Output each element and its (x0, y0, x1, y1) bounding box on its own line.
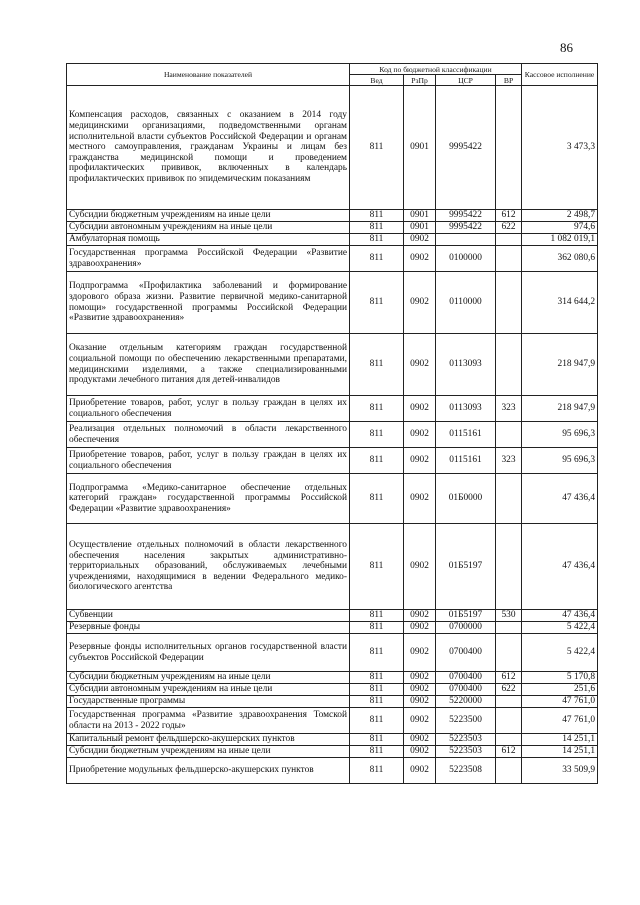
table-row (67, 422, 598, 448)
cell-csr: 5223500 (436, 708, 496, 734)
cell-vr: 612 (496, 210, 522, 222)
cell-csr: 01Б5197 (436, 524, 496, 610)
cell-vr (496, 234, 522, 246)
cell-ved: 811 (350, 610, 404, 622)
cell-vr (496, 622, 522, 634)
cell-name: Субсидии бюджетным учреждениям на иные цели (67, 210, 350, 222)
cell-vr: 612 (496, 672, 522, 684)
budget-execution-table (66, 63, 598, 784)
cell-vr (496, 524, 522, 610)
cell-rzpr: 0901 (404, 210, 436, 222)
cell-vr: 612 (496, 746, 522, 758)
table-row (67, 758, 598, 784)
table-row (67, 622, 598, 634)
cell-vr (496, 474, 522, 524)
header-name: Наименование показателей (67, 64, 350, 86)
cell-ved: 811 (350, 334, 404, 396)
cell-rzpr: 0901 (404, 222, 436, 234)
cell-name: Резервные фонды исполнительных органов государственной власти субъектов Российской Федерации (67, 634, 350, 672)
header-csr: ЦСР (436, 75, 496, 86)
cell-vr (496, 708, 522, 734)
cell-ved: 811 (350, 696, 404, 708)
cell-ved: 811 (350, 684, 404, 696)
cell-ved: 811 (350, 448, 404, 474)
cell-rzpr: 0901 (404, 86, 436, 210)
page-number: 86 (560, 40, 573, 55)
cell-rzpr: 0902 (404, 610, 436, 622)
table-row (67, 222, 598, 234)
cell-csr: 01Б0000 (436, 474, 496, 524)
cell-sum: 14 251,1 (522, 734, 598, 746)
cell-ved: 811 (350, 246, 404, 272)
cell-vr: 323 (496, 396, 522, 422)
cell-csr: 9995422 (436, 222, 496, 234)
cell-ved: 811 (350, 396, 404, 422)
cell-sum: 47 436,4 (522, 474, 598, 524)
cell-sum: 1 082 019,1 (522, 234, 598, 246)
table-row (67, 734, 598, 746)
table-row (67, 396, 598, 422)
cell-rzpr: 0902 (404, 734, 436, 746)
cell-rzpr: 0902 (404, 524, 436, 610)
cell-rzpr: 0902 (404, 684, 436, 696)
cell-name: Осуществление отдельных полномочий в области лекарственного обеспечения населения закрытых административно-территориальных образований, обслуживаемых лечебными учреждениями, находящимися в ведении Федерального медико-биологического агентства (67, 524, 350, 610)
cell-sum: 3 473,3 (522, 86, 598, 210)
cell-name: Субсидии бюджетным учреждениям на иные цели (67, 672, 350, 684)
table-body (67, 86, 598, 784)
header-sum: Кассовое исполнение (522, 64, 598, 86)
cell-ved: 811 (350, 474, 404, 524)
cell-rzpr: 0902 (404, 246, 436, 272)
cell-csr: 0115161 (436, 448, 496, 474)
cell-rzpr: 0902 (404, 634, 436, 672)
table-row (67, 474, 598, 524)
cell-csr: 0700400 (436, 634, 496, 672)
cell-ved: 811 (350, 234, 404, 246)
cell-ved: 811 (350, 524, 404, 610)
cell-ved: 811 (350, 622, 404, 634)
cell-rzpr: 0902 (404, 474, 436, 524)
cell-sum: 95 696,3 (522, 448, 598, 474)
cell-ved: 811 (350, 708, 404, 734)
cell-rzpr: 0902 (404, 708, 436, 734)
cell-name: Подпрограмма «Профилактика заболеваний и формирование здорового образа жизни. Развитие первичной медико-санитарной помощи» государственной программы Российской Федерации «Развитие здравоохранения» (67, 272, 350, 334)
table-row (67, 634, 598, 672)
cell-sum: 314 644,2 (522, 272, 598, 334)
cell-name: Государственные программы (67, 696, 350, 708)
table-row (67, 210, 598, 222)
table-row (67, 672, 598, 684)
cell-csr (436, 234, 496, 246)
table-header (67, 64, 598, 86)
cell-csr: 5223503 (436, 746, 496, 758)
cell-sum: 362 080,6 (522, 246, 598, 272)
table-row (67, 234, 598, 246)
cell-rzpr: 0902 (404, 422, 436, 448)
cell-sum: 251,6 (522, 684, 598, 696)
cell-name: Субсидии бюджетным учреждениям на иные цели (67, 746, 350, 758)
cell-vr: 323 (496, 448, 522, 474)
cell-rzpr: 0902 (404, 234, 436, 246)
cell-csr: 5220000 (436, 696, 496, 708)
cell-name: Приобретение товаров, работ, услуг в пользу граждан в целях их социального обеспечения (67, 448, 350, 474)
cell-csr: 01Б5197 (436, 610, 496, 622)
cell-rzpr: 0902 (404, 672, 436, 684)
table-row (67, 684, 598, 696)
cell-vr: 622 (496, 222, 522, 234)
cell-ved: 811 (350, 758, 404, 784)
cell-name: Капитальный ремонт фельдшерско-акушерских пунктов (67, 734, 350, 746)
cell-vr (496, 246, 522, 272)
table-row (67, 334, 598, 396)
table-row (67, 708, 598, 734)
cell-sum: 974,6 (522, 222, 598, 234)
table-row (67, 246, 598, 272)
cell-name: Подпрограмма «Медико-санитарное обеспечение отдельных категорий граждан» государственной программы Российской Федерации «Развитие здравоохранения» (67, 474, 350, 524)
table-row (67, 86, 598, 210)
cell-name: Приобретение модульных фельдшерско-акушерских пунктов (67, 758, 350, 784)
header-rzpr: РзПр (404, 75, 436, 86)
cell-name: Субсидии автономным учреждениям на иные цели (67, 222, 350, 234)
cell-name: Резервные фонды (67, 622, 350, 634)
cell-sum: 5 422,4 (522, 634, 598, 672)
cell-ved: 811 (350, 734, 404, 746)
header-code-group: Код по бюджетной классификации (350, 64, 522, 75)
cell-csr: 5223503 (436, 734, 496, 746)
cell-vr (496, 334, 522, 396)
cell-rzpr: 0902 (404, 758, 436, 784)
cell-vr (496, 634, 522, 672)
cell-name: Оказание отдельным категориям граждан государственной социальной помощи по обеспечению лекарственными препаратами, медицинскими изделиями, а также специализированными продуктами лечебного питания для детей-инвалидов (67, 334, 350, 396)
cell-ved: 811 (350, 86, 404, 210)
cell-csr: 0700400 (436, 672, 496, 684)
cell-name: Приобретение товаров, работ, услуг в пользу граждан в целях их социального обеспечения (67, 396, 350, 422)
table-row (67, 448, 598, 474)
cell-sum: 218 947,9 (522, 396, 598, 422)
cell-csr: 0700000 (436, 622, 496, 634)
cell-name: Субсидии автономным учреждениям на иные цели (67, 684, 350, 696)
cell-sum: 47 761,0 (522, 708, 598, 734)
header-vr: ВР (496, 75, 522, 86)
table-row (67, 524, 598, 610)
cell-vr (496, 422, 522, 448)
cell-csr: 0100000 (436, 246, 496, 272)
cell-sum: 33 509,9 (522, 758, 598, 784)
cell-ved: 811 (350, 272, 404, 334)
cell-name: Субвенции (67, 610, 350, 622)
cell-csr: 0113093 (436, 396, 496, 422)
cell-ved: 811 (350, 634, 404, 672)
cell-rzpr: 0902 (404, 334, 436, 396)
cell-sum: 14 251,1 (522, 746, 598, 758)
cell-sum: 218 947,9 (522, 334, 598, 396)
cell-vr (496, 86, 522, 210)
header-ved: Вед (350, 75, 404, 86)
cell-vr (496, 272, 522, 334)
cell-vr: 622 (496, 684, 522, 696)
cell-sum: 47 436,4 (522, 524, 598, 610)
cell-vr: 530 (496, 610, 522, 622)
cell-vr (496, 696, 522, 708)
cell-sum: 2 498,7 (522, 210, 598, 222)
cell-vr (496, 758, 522, 784)
cell-ved: 811 (350, 210, 404, 222)
cell-csr: 0110000 (436, 272, 496, 334)
cell-ved: 811 (350, 422, 404, 448)
cell-csr: 0115161 (436, 422, 496, 448)
cell-sum: 47 761,0 (522, 696, 598, 708)
cell-ved: 811 (350, 746, 404, 758)
cell-sum: 47 436,4 (522, 610, 598, 622)
cell-ved: 811 (350, 222, 404, 234)
cell-ved: 811 (350, 672, 404, 684)
cell-sum: 5 422,4 (522, 622, 598, 634)
cell-rzpr: 0902 (404, 696, 436, 708)
cell-csr: 0700400 (436, 684, 496, 696)
cell-name: Реализация отдельных полномочий в области лекарственного обеспечения (67, 422, 350, 448)
cell-vr (496, 734, 522, 746)
cell-sum: 5 170,8 (522, 672, 598, 684)
cell-csr: 0113093 (436, 334, 496, 396)
table-row (67, 610, 598, 622)
cell-csr: 5223508 (436, 758, 496, 784)
cell-name: Амбулаторная помощь (67, 234, 350, 246)
cell-rzpr: 0902 (404, 622, 436, 634)
cell-rzpr: 0902 (404, 272, 436, 334)
cell-name: Государственная программа Российской Федерации «Развитие здравоохранения» (67, 246, 350, 272)
cell-name: Государственная программа «Развитие здравоохранения Томской области на 2013 - 2022 годы» (67, 708, 350, 734)
cell-rzpr: 0902 (404, 746, 436, 758)
cell-csr: 9995422 (436, 86, 496, 210)
table-row (67, 272, 598, 334)
cell-rzpr: 0902 (404, 396, 436, 422)
cell-rzpr: 0902 (404, 448, 436, 474)
cell-csr: 9995422 (436, 210, 496, 222)
table-row (67, 696, 598, 708)
cell-sum: 95 696,3 (522, 422, 598, 448)
table-row (67, 746, 598, 758)
cell-name: Компенсация расходов, связанных с оказанием в 2014 году медицинскими организациями, подведомственными органам исполнительной власти субъектов Российской Федерации и органам местного самоуправления, гражданам Украины и лицам без гражданства медицинской помощи и проведением профилактических прививок, включенных в календарь профилактических прививок по эпидемическим показаниям (67, 86, 350, 210)
